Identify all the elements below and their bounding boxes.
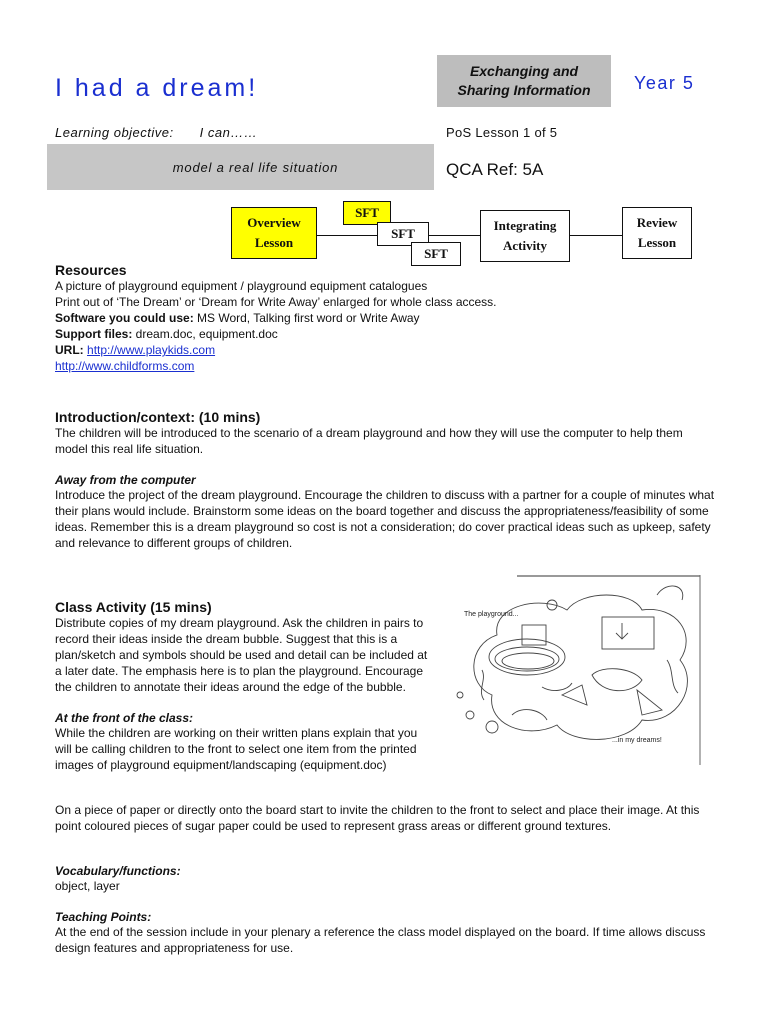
- class-activity-text: Distribute copies of my dream playground. Ask the children in pairs to record their ideas inside the dream bubble. Suggest that this is a plan/sketch and symbols should be used and detail can be included at a later date. The emphasis here is to plan the playground. Encourage the children to annotate their ideas around the edge of the bubble.: [55, 616, 428, 694]
- introduction-text: The children will be introduced to the scenario of a dream playground and how they will use the computer to help them model this real life situation.: [55, 426, 683, 456]
- software-line: [55, 310, 715, 326]
- integrating-label-2: Activity: [502, 238, 548, 253]
- integrating-activity-box: [480, 210, 570, 262]
- dream-playground-sketch: [442, 575, 702, 765]
- front-of-class-text: While the children are working on their written plans explain that you will be calling children to the front to select one item from the printed images of playground equipment/landscaping (equipment.doc): [55, 726, 418, 772]
- page-title: I had a dream!: [55, 74, 259, 102]
- sketch-label-playground: The playground...: [464, 611, 519, 618]
- class-activity-section: [55, 599, 435, 773]
- overview-label-2: Lesson: [254, 235, 294, 250]
- vocabulary-section: [55, 864, 717, 894]
- strand-line-1: Exchanging and: [469, 63, 579, 79]
- support-value: dream.doc, equipment.doc: [132, 327, 278, 341]
- sft-label: SFT: [355, 205, 379, 220]
- playkids-link[interactable]: http://www.playkids.com: [87, 343, 216, 357]
- introduction-heading: Introduction/context: (10 mins): [55, 409, 261, 425]
- url-line: [55, 342, 715, 358]
- teaching-points-section: [55, 910, 717, 956]
- front-of-class-heading: At the front of the class:: [55, 711, 194, 725]
- pos-lesson: PoS Lesson 1 of 5: [446, 125, 558, 140]
- url-label: URL:: [55, 343, 84, 357]
- year-label: Year 5: [634, 73, 695, 93]
- review-lesson-box: [622, 207, 692, 259]
- strand-box: [437, 55, 611, 107]
- sft-label: SFT: [391, 226, 415, 241]
- support-files-line: [55, 326, 715, 342]
- resources-line-2: Print out of ‘The Dream’ or ‘Dream for Write Away’ enlarged for whole class access.: [55, 295, 497, 309]
- teaching-points-text: At the end of the session include in your plenary a reference the class model displayed on the board. If time allows discuss design features and appropriateness for use.: [55, 925, 706, 955]
- support-label: Support files:: [55, 327, 133, 341]
- integrating-label-1: Integrating: [493, 218, 557, 233]
- resources-heading: Resources: [55, 262, 127, 278]
- sft-label: SFT: [424, 246, 448, 261]
- vocabulary-text: object, layer: [55, 879, 120, 893]
- sketch-label-dreams: ...in my dreams!: [612, 737, 662, 744]
- overview-lesson-box: [231, 207, 317, 259]
- overview-label-1: Overview: [247, 215, 301, 230]
- away-heading: Away from the computer: [55, 473, 196, 487]
- objective-box: [47, 144, 434, 190]
- objective-label: Learning objective:: [55, 125, 174, 140]
- review-label-1: Review: [636, 215, 678, 230]
- childforms-link[interactable]: http://www.childforms.com: [55, 359, 195, 373]
- teaching-points-heading: Teaching Points:: [55, 910, 152, 924]
- learning-objective: [55, 125, 257, 140]
- objective-can: I can……: [199, 125, 258, 140]
- url-line-2: [55, 358, 715, 374]
- connector-line: [315, 235, 377, 236]
- objective-text: model a real life situation: [172, 159, 339, 175]
- resources-section: [55, 262, 715, 374]
- qca-reference: QCA Ref: 5A: [446, 160, 544, 179]
- connector-line: [428, 235, 480, 236]
- resources-line-1: A picture of playground equipment / playground equipment catalogues: [55, 279, 428, 293]
- connector-line: [568, 235, 622, 236]
- board-activity-text: On a piece of paper or directly onto the board start to invite the children to the front to select and place their image. At this point coloured pieces of sugar paper could be used to represent grass areas or different ground textures.: [55, 803, 700, 833]
- strand-line-2: Sharing Information: [457, 82, 591, 98]
- software-label: Software you could use:: [55, 311, 194, 325]
- software-value: MS Word, Talking first word or Write Away: [193, 311, 420, 325]
- board-activity-section: [55, 802, 717, 834]
- class-activity-heading: Class Activity (15 mins): [55, 599, 212, 615]
- away-text: Introduce the project of the dream playground. Encourage the children to discuss with a partner for a couple of minutes what their plans would include. Brainstorm some ideas on the board together and discuss the appropriateness/feasibility of some ideas. Remember this is a dream playground so cost is not a consideration; do cover practical ideas such as upkeep, safety and relevance to different groups of children.: [55, 488, 715, 550]
- review-label-2: Lesson: [637, 235, 677, 250]
- introduction-section: [55, 409, 717, 551]
- vocabulary-heading: Vocabulary/functions:: [55, 864, 181, 878]
